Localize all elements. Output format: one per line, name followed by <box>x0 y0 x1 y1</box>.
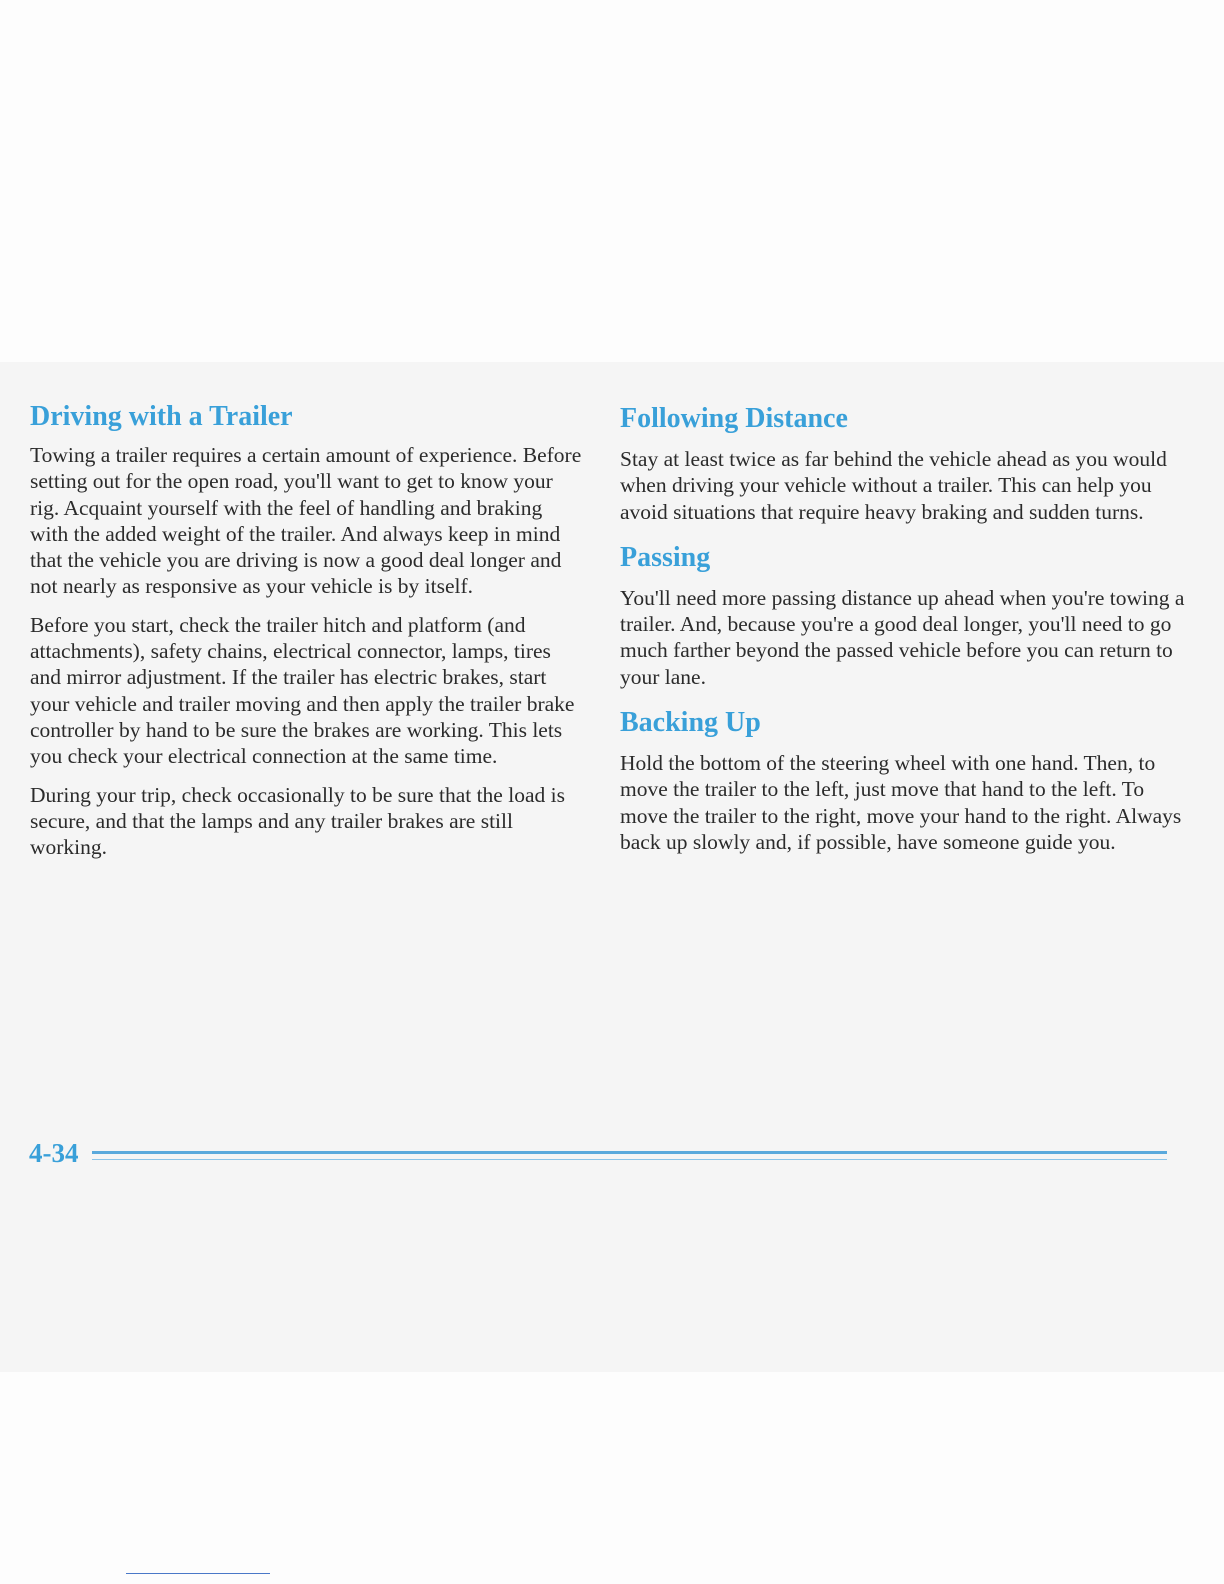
section-heading-following-distance: Following Distance <box>620 403 848 434</box>
footer-rule-thin <box>92 1159 1167 1160</box>
paragraph-during-your-trip: During your trip, check occasionally to be sure that the load is secure, and that the lamps and any trailer brakes are still working. <box>30 782 565 860</box>
paragraph-passing: You'll need more passing distance up ahead when you're towing a trailer. And, because you're a good deal longer, you'll need to go much farther beyond the passed vehicle before you can return to your lane. <box>620 585 1185 689</box>
right-column <box>620 362 1185 855</box>
paragraph-following-distance: Stay at least twice as far behind the vehicle ahead as you would when driving your vehicle without a trailer. This can help you avoid situations that require heavy braking and sudden turns. <box>620 447 1167 524</box>
bottom-divider <box>126 1573 270 1574</box>
footer-rule <box>92 1151 1167 1154</box>
page-panel <box>0 362 1224 1372</box>
paragraph-before-you-start: Before you start, check the trailer hitch and platform (and attachments), safety chains, electrical connector, lamps, tires and mirror adjustment. If the trailer has electric brakes, start your vehicle and trailer moving and then apply the trailer brake controller by hand to be sure the brakes are working. This lets you check your electrical connection at the same time. <box>30 612 575 769</box>
section-heading-passing: Passing <box>620 541 711 573</box>
paragraph-towing-experience: Towing a trailer requires a certain amount of experience. Before setting out for the open road, you'll want to get to know your rig. Acquaint yourself with the feel of handling and braking with the added weight of the trailer. And always keep in mind that the vehicle you are driving is now a good deal longer and not nearly as responsive as your vehicle is by itself. <box>30 443 582 599</box>
page-number: 4-34 <box>29 1138 79 1168</box>
section-heading-driving-with-trailer: Driving with a Trailer <box>30 401 293 432</box>
paragraph-backing-up: Hold the bottom of the steering wheel with one hand. Then, to move the trailer to the left, just move that hand to the left. To move the trailer to the right, move your hand to the right. Always back up slowly and, if possible, have someone guide you. <box>620 751 1182 854</box>
section-heading-backing-up: Backing Up <box>620 707 761 739</box>
left-column <box>30 362 585 860</box>
